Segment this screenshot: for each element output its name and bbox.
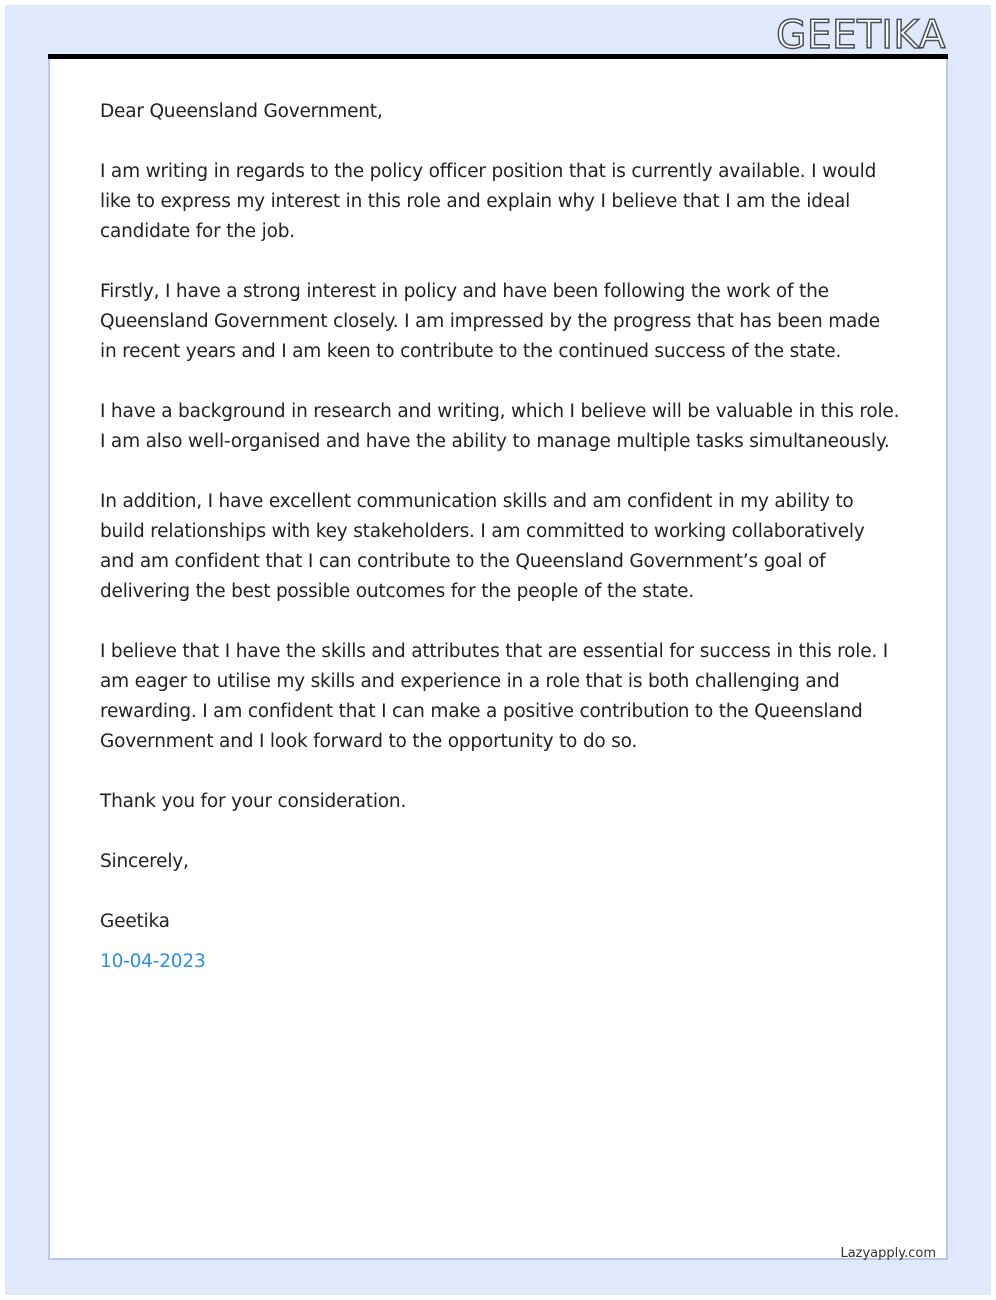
closing: Sincerely,: [100, 851, 189, 872]
signer-name: Geetika: [100, 911, 170, 932]
letter-paragraph: In addition, I have excellent communication skills and am confident in my ability to build relationships with key stakeholders. I am committed to working collaboratively and am confident that I can contribute to the Queensland Government’s goal of delivering the best possible outcomes for the people of the state.: [100, 491, 865, 602]
thanks-line: Thank you for your consideration.: [100, 791, 407, 812]
footer-brand: Lazyapply.com: [840, 1246, 936, 1261]
applicant-name-header: GEETIKA: [776, 13, 946, 58]
letter-paragraph: Firstly, I have a strong interest in policy and have been following the work of the Queensland Government closely. I am impressed by the progress that has been made in recent years and I am keen to contribute to the continued success of the state.: [100, 281, 880, 362]
salutation: Dear Queensland Government,: [100, 101, 383, 122]
letter-paragraph: I believe that I have the skills and attributes that are essential for success in this role. I am eager to utilise my skills and experience in a role that is both challenging and rewarding. I am confident that I can make a positive contribution to the Queensland Government and I look forward to the opportunity to do so.: [100, 641, 888, 752]
letter-date: 10-04-2023: [100, 951, 206, 972]
letter-paragraph: I have a background in research and writing, which I believe will be valuable in this role. I am also well-organised and have the ability to manage multiple tasks simultaneously.: [100, 401, 900, 452]
letter-paragraph: I am writing in regards to the policy officer position that is currently available. I would like to express my interest in this role and explain why I believe that I am the ideal candidate for the job.: [100, 161, 877, 242]
cover-letter-body: [100, 97, 900, 977]
